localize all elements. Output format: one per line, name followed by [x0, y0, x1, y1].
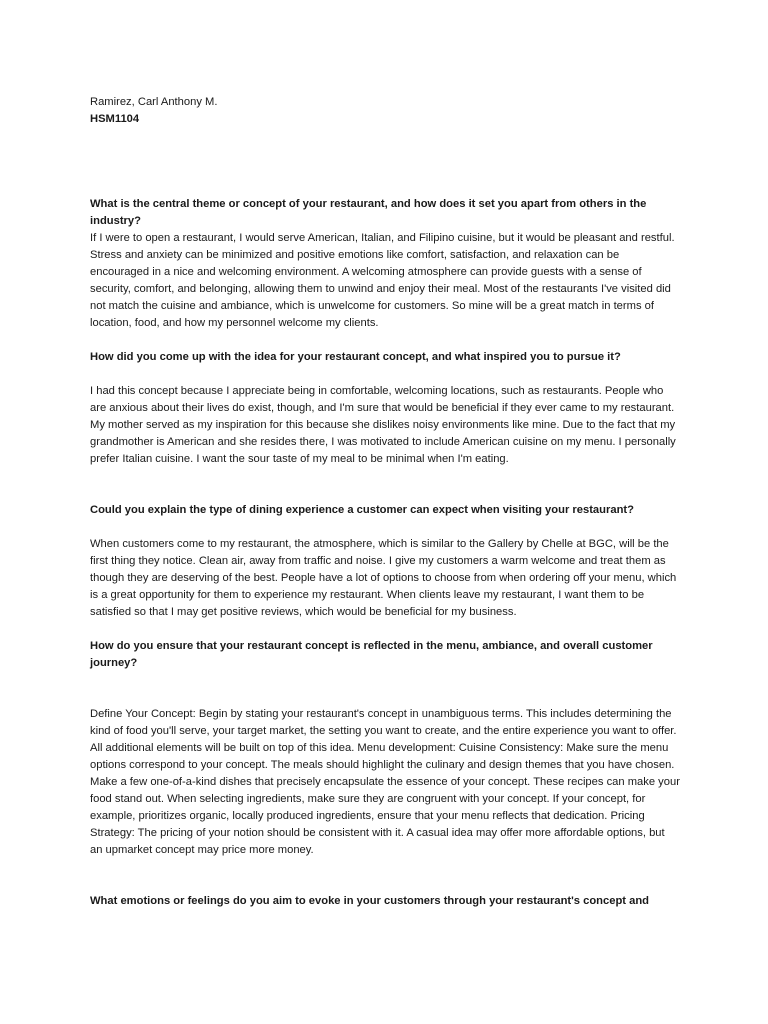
question-5: What emotions or feelings do you aim to evoke in your customers through your restaurant's concept and — [90, 895, 650, 907]
answer-4: Define Your Concept: Begin by stating your restaurant's concept in unambiguous terms. This includes determining the kind of food you'll serve, your target market, the setting you want to create, and the entire experience you want to offer. All additional elements will be built on top of this idea. Menu development: Cuisine Consistency: Make sure the menu options correspond to your concept. The meals should highlight the culinary and design themes that you have chosen. Make a few one-of-a-kind dishes that precisely encapsulate the essence of your concept. These recipes can make your food stand out. When selecting ingredients, make sure they are congruent with your concept. If your concept, for example, prioritizes organic, locally produced ingredients, ensure that your menu reflects that dedication. Pricing Strategy: The pricing of your notion should be consistent with it. A casual idea may offer more affordable options, but an upmarket concept may price more money. — [90, 708, 680, 856]
answer-2: I had this concept because I appreciate being in comfortable, welcoming locations, such as restaurants. People who are anxious about their lives do exist, though, and I'm sure that would be beneficial if they ever came to my restaurant. My mother served as my inspiration for this because she dislikes noisy environments like mine. Due to the fact that my grandmother is American and she resides there, I was motivated to include American cuisine on my menu. I personally prefer Italian cuisine. I want the sour taste of my meal to be minimal when I'm eating. — [90, 385, 676, 465]
document-body — [90, 94, 680, 910]
question-2: How did you come up with the idea for your restaurant concept, and what inspired you to pursue it? — [90, 351, 621, 363]
question-1: What is the central theme or concept of your restaurant, and how does it set you apart from others in the industry? — [90, 198, 647, 227]
question-4: How do you ensure that your restaurant concept is reflected in the menu, ambiance, and overall customer journey? — [90, 640, 653, 669]
answer-1: If I were to open a restaurant, I would serve American, Italian, and Filipino cuisine, but it would be pleasant and restful. Stress and anxiety can be minimized and positive emotions like comfort, satisfaction, and relaxation can be encouraged in a nice and welcoming environment. A welcoming atmosphere can provide guests with a sense of security, comfort, and belonging, allowing them to unwind and enjoy their meal. Most of the restaurants I've visited did not match the cuisine and ambiance, which is unwelcome for customers. So mine will be a great match in terms of location, food, and how my personnel welcome my clients. — [90, 232, 675, 329]
answer-3: When customers come to my restaurant, the atmosphere, which is similar to the Gallery by Chelle at BGC, will be the first thing they notice. Clean air, away from traffic and noise. I give my customers a warm welcome and treat them as though they are deserving of the best. People have a lot of options to choose from when ordering off your menu, which is a great opportunity for them to experience my restaurant. When clients leave my restaurant, I want them to be satisfied so that I may get positive reviews, which would be beneficial for my business. — [90, 538, 677, 618]
author-name: Ramirez, Carl Anthony M. — [90, 96, 218, 108]
question-3: Could you explain the type of dining experience a customer can expect when visiting your restaurant? — [90, 504, 634, 516]
course-code: HSM1104 — [90, 113, 140, 125]
